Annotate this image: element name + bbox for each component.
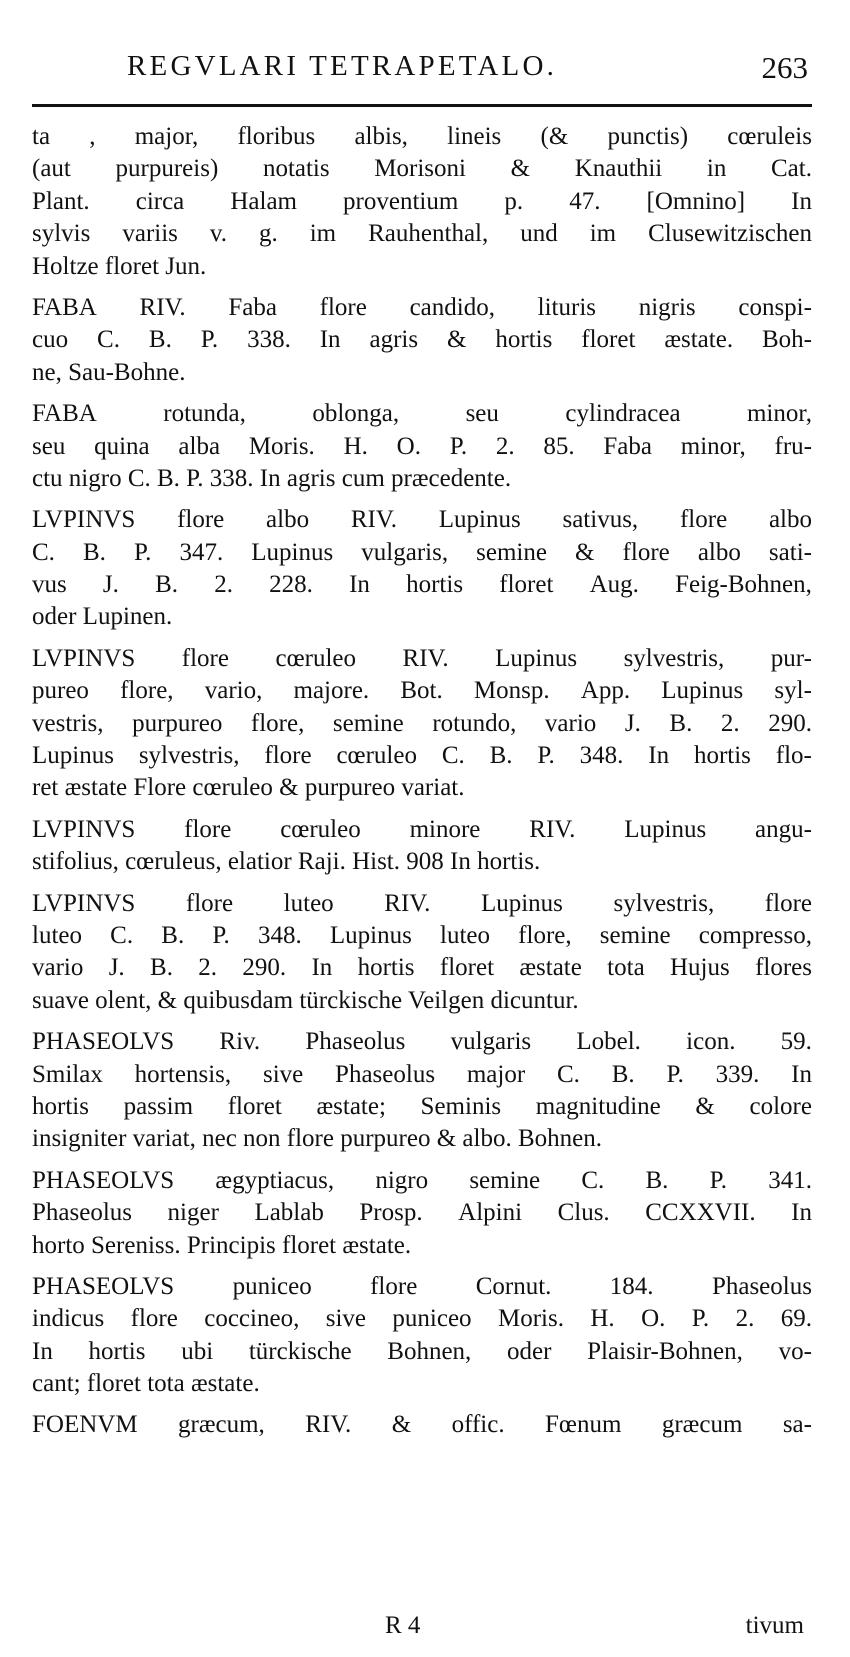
text-line: LVPINVS flore cœruleo RIV. Lupinus sylvestris, pur- (32, 644, 812, 672)
text-entry (32, 292, 812, 389)
text-entry (32, 1271, 812, 1401)
text-line: LVPINVS flore cœruleo minore RIV. Lupinus angu- (32, 815, 812, 843)
text-line: ta , major, floribus albis, lineis (& punctis) cœruleis (32, 123, 812, 150)
text-line: LVPINVS flore albo RIV. Lupinus sativus, flore albo (32, 506, 812, 534)
catchword: tivum (745, 1612, 804, 1639)
text-line: horto Sereniss. Principis floret æstate. (32, 1231, 412, 1259)
text-line: PHASEOLVS Riv. Phaseolus vulgaris Lobel. icon. 59. (32, 1028, 812, 1056)
text-line: seu quina alba Moris. H. O. P. 2. 85. Faba minor, fru- (32, 432, 812, 460)
text-line: Phaseolus niger Lablab Prosp. Alpini Clus. CCXXVII. In (32, 1199, 812, 1227)
text-line: insigniter variat, nec non flore purpureo & albo. Bohnen. (32, 1125, 602, 1153)
text-line: FABA rotunda, oblonga, seu cylindracea minor, (32, 400, 812, 428)
text-line: FOENVM græcum, RIV. & offic. Fœnum græcum sa- (32, 1411, 812, 1439)
text-line: Lupinus sylvestris, flore cœruleo C. B. P. 348. In hortis flo- (32, 742, 812, 770)
page-header (32, 50, 812, 95)
text-line: Holtze floret Jun. (32, 252, 207, 280)
text-entry (32, 398, 812, 495)
text-line: cant; floret tota æstate. (32, 1370, 260, 1398)
text-entry (32, 1165, 812, 1262)
text-line: vestris, purpureo flore, semine rotundo, vario J. B. 2. 290. (32, 709, 812, 737)
text-line: PHASEOLVS ægyptiacus, nigro semine C. B. P. 341. (32, 1166, 812, 1194)
text-entry (32, 888, 812, 1018)
text-entry (32, 121, 812, 283)
text-line: In hortis ubi türckische Bohnen, oder Plaisir-Bohnen, vo- (32, 1337, 812, 1365)
text-line: FABA RIV. Faba flore candido, lituris nigris conspi- (32, 293, 812, 321)
text-line: ne, Sau-Bohne. (32, 358, 186, 386)
text-line: PHASEOLVS puniceo flore Cornut. 184. Phaseolus (32, 1272, 812, 1300)
text-entry (32, 504, 812, 634)
text-line: sylvis variis v. g. im Rauhenthal, und im Clusewitzischen (32, 220, 812, 248)
header-rule (32, 104, 812, 107)
text-line: vario J. B. 2. 290. In hortis floret æstate tota Hujus flores (32, 954, 812, 982)
text-entry (32, 1026, 812, 1156)
text-line: ctu nigro C. B. P. 338. In agris cum præcedente. (32, 464, 512, 492)
text-line: luteo C. B. P. 348. Lupinus luteo flore, semine compresso, (32, 921, 812, 949)
page-number: 263 (761, 50, 808, 85)
text-line: pureo flore, vario, majore. Bot. Monsp. App. Lupinus syl- (32, 677, 812, 705)
text-line: Plant. circa Halam proventium p. 47. [Omnino] In (32, 187, 812, 215)
text-line: LVPINVS flore luteo RIV. Lupinus sylvestris, flore (32, 889, 812, 917)
text-entry (32, 1409, 812, 1441)
text-entry (32, 814, 812, 879)
text-line: cuo C. B. P. 338. In agris & hortis floret æstate. Boh- (32, 326, 812, 354)
text-entry (32, 643, 812, 805)
running-title: REGVLARI TETRAPETALO. (127, 50, 558, 82)
text-line: vus J. B. 2. 228. In hortis floret Aug. Feig-Bohnen, (32, 571, 812, 599)
text-line: suave olent, & quibusdam türckische Veilgen dicuntur. (32, 986, 579, 1014)
text-line: oder Lupinen. (32, 603, 173, 631)
text-line: stifolius, cœruleus, elatior Raji. Hist. 908 In hortis. (32, 848, 541, 876)
text-line: (aut purpureis) notatis Morisoni & Knauthii in Cat. (32, 155, 812, 183)
text-line: C. B. P. 347. Lupinus vulgaris, semine & flore albo sati- (32, 538, 812, 566)
signature-mark: R 4 (385, 1612, 421, 1639)
text-line: indicus flore coccineo, sive puniceo Moris. H. O. P. 2. 69. (32, 1305, 812, 1333)
page-footer (32, 1612, 812, 1646)
page-text (32, 121, 812, 1451)
text-line: ret æstate Flore cœruleo & purpureo variat. (32, 774, 465, 802)
text-line: Smilax hortensis, sive Phaseolus major C. B. P. 339. In (32, 1060, 812, 1088)
text-line: hortis passim floret æstate; Seminis magnitudine & colore (32, 1092, 812, 1120)
